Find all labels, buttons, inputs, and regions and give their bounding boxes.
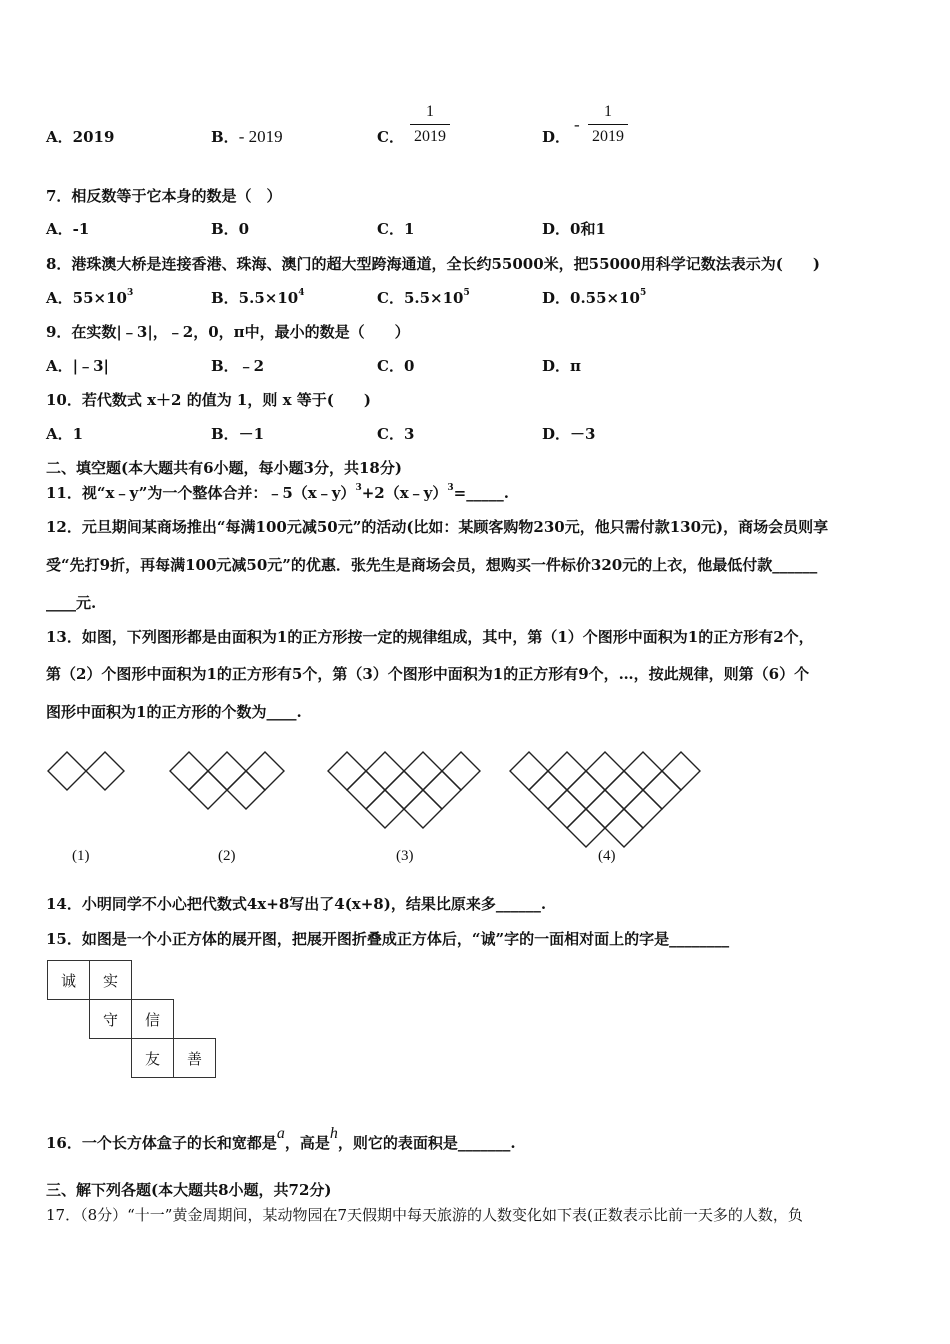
q16-stem: 16．一个长方体盒子的长和宽都是a，高是h，则它的表面积是_______. xyxy=(46,1125,516,1152)
net-cell-you: 友 xyxy=(131,1038,174,1078)
var-h: h xyxy=(329,1125,338,1142)
q6-option-d-sign: - xyxy=(574,115,580,134)
q6-option-a: A．2019 xyxy=(46,128,115,146)
q12-line2: 受“先打9折，再每满100元减50元”的优惠．张先生是商场会员，想购买一件标价320元的上衣，他最低付款______ xyxy=(46,556,818,574)
q13-caption-1: (1) xyxy=(72,848,90,864)
q7-option-c: C．1 xyxy=(377,220,415,238)
q9-stem: 9．在实数|﹣3|，﹣2，0，π中，最小的数是（ ） xyxy=(46,323,410,341)
q11-stem: 11．视“x﹣y”为一个整体合并：﹣5（x﹣y）$^3$+2（x﹣y）$^3$=_____. xyxy=(46,483,509,502)
q7-stem: 7．相反数等于它本身的数是（ ） xyxy=(46,187,282,205)
net-cell-shou: 守 xyxy=(89,999,132,1039)
q6-option-c-label: C． xyxy=(377,128,404,146)
pattern-2 xyxy=(170,752,284,809)
q6-option-c-fraction: 1 2019 xyxy=(410,102,450,147)
section2-heading: 二、填空题(本大题共有6小题，每小题3分，共18分) xyxy=(46,459,402,477)
net-cell-shan: 善 xyxy=(173,1038,216,1078)
pattern-1 xyxy=(48,752,124,790)
q8-option-a: A．$55\times 10^3$ xyxy=(46,288,134,307)
q10-option-d: D．－3 xyxy=(542,425,596,443)
q10-option-b: B．－1 xyxy=(211,425,265,443)
pattern-4 xyxy=(510,752,700,847)
q8-option-c: C．$5.5\times 10^5$ xyxy=(377,288,470,307)
q6-option-d-fraction: 1 2019 xyxy=(588,102,628,147)
q8-stem: 8．港珠澳大桥是连接香港、珠海、澳门的超大型跨海通道，全长约55000米，把55000用科学记数法表示为( ) xyxy=(46,255,821,273)
q15-stem: 15．如图是一个小正方体的展开图，把展开图折叠成正方体后，“诚”字的一面相对面上的字是________ xyxy=(46,930,730,948)
q9-option-b: B．﹣2 xyxy=(211,357,265,375)
var-a: a xyxy=(276,1125,285,1142)
q7-option-a: A．-1 xyxy=(46,220,90,238)
q9-option-d: D．π xyxy=(542,357,581,375)
q13-line2: 第（2）个图形中面积为1的正方形有5个，第（3）个图形中面积为1的正方形有9个，…，按此规律，则第（6）个 xyxy=(46,665,810,683)
pattern-3 xyxy=(328,752,480,828)
q9-option-c: C．0 xyxy=(377,357,415,375)
q13-caption-3: (3) xyxy=(396,848,414,864)
q12-line1: 12．元旦期间某商场推出“每满100元减50元”的活动(比如：某顾客购物230元，他只需付款130元)，商场会员则享 xyxy=(46,518,829,536)
q13-pattern-figure xyxy=(40,740,760,850)
q10-option-c: C．3 xyxy=(377,425,415,443)
net-cell-xin: 信 xyxy=(131,999,174,1039)
q9-option-a: A．|﹣3| xyxy=(46,357,109,375)
q6-option-d-label: D． xyxy=(542,128,571,146)
q17-stem: 17．（8分）“十一”黄金周期间，某动物园在7天假期中每天旅游的人数变化如下表(正数表示比前一天多的人数，负 xyxy=(46,1206,803,1224)
q6-option-b: B．- 2019 xyxy=(211,127,283,146)
net-cell-cheng: 诚 xyxy=(47,960,90,1000)
q14-stem: 14．小明同学不小心把代数式4x+8写出了4(x+8)，结果比原来多______. xyxy=(46,895,547,913)
q13-caption-2: (2) xyxy=(218,848,236,864)
q7-option-b: B．0 xyxy=(211,220,250,238)
q12-line3: ____元. xyxy=(46,594,97,612)
section3-heading: 三、解下列各题(本大题共8小题，共72分) xyxy=(46,1181,332,1199)
q8-option-b: B．$5.5\times 10^4$ xyxy=(211,288,305,307)
q13-caption-4: (4) xyxy=(598,848,616,864)
q10-stem: 10．若代数式 x＋2 的值为 1，则 x 等于( ) xyxy=(46,391,371,409)
q7-option-d: D．0和1 xyxy=(542,220,606,238)
q8-option-d: D．$0.55\times 10^5$ xyxy=(542,288,647,307)
net-cell-shi: 实 xyxy=(89,960,132,1000)
q13-line3: 图形中面积为1的正方形的个数为____. xyxy=(46,703,302,721)
q10-option-a: A．1 xyxy=(46,425,84,443)
q13-line1: 13．如图，下列图形都是由面积为1的正方形按一定的规律组成，其中，第（1）个图形中面积为1的正方形有2个， xyxy=(46,628,814,646)
